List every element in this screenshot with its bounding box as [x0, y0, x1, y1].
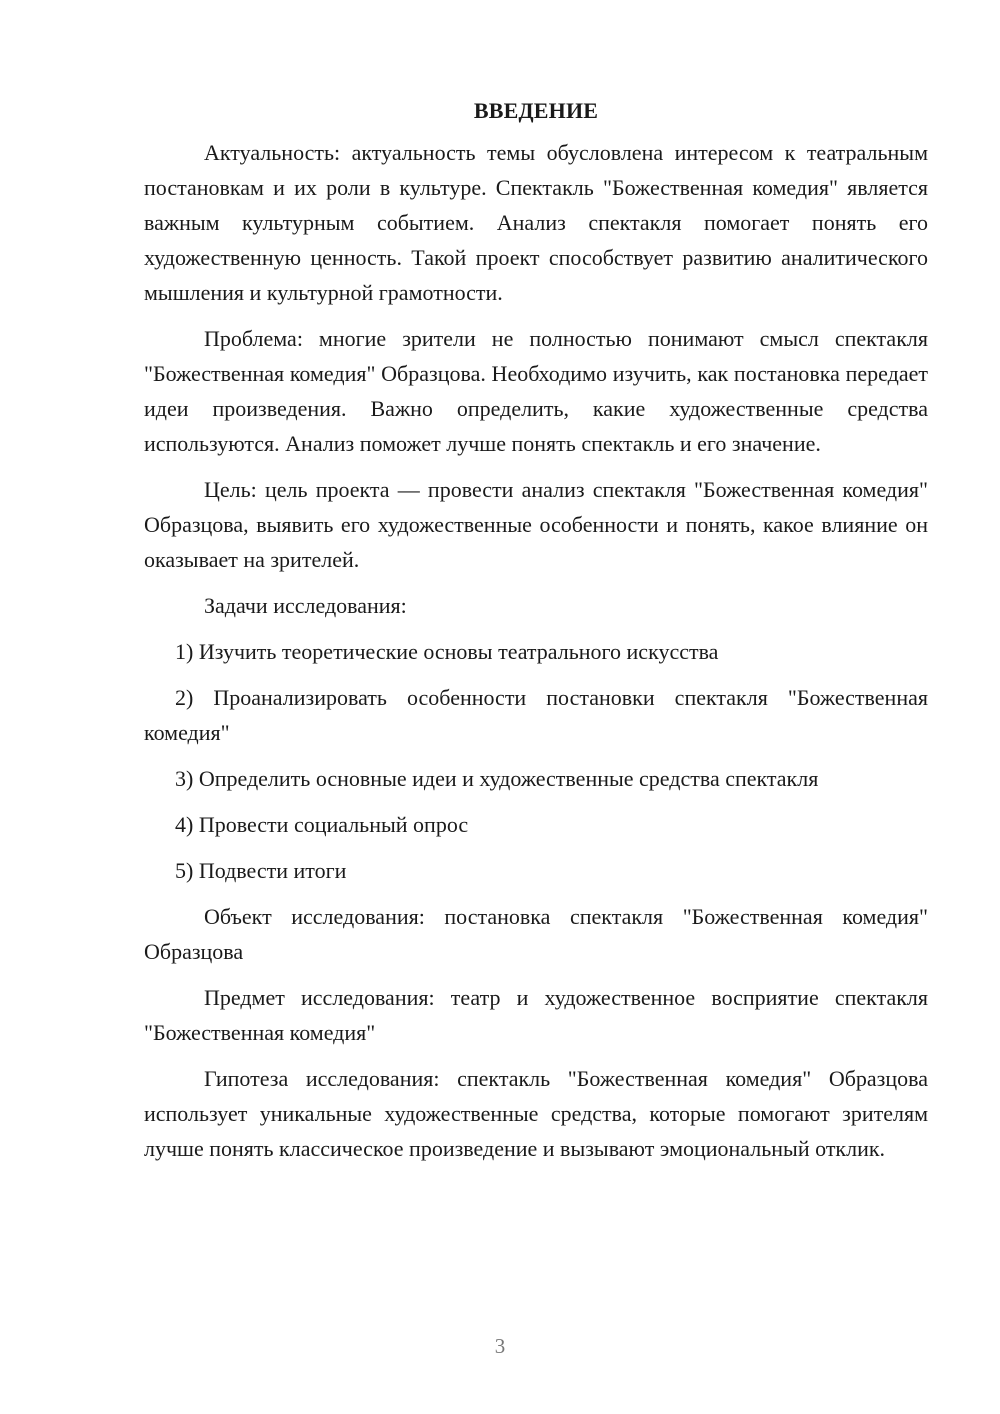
task-item-2: 2) Проанализировать особенности постановки спектакля "Божественная комедия"	[144, 685, 928, 745]
paragraph-problem: Проблема: многие зрители не полностью понимают смысл спектакля "Божественная комедия" Образцова. Необходимо изучить, как постановка передает идеи произведения. Важно определить, какие художественные средства используются. Анализ поможет лучше понять спектакль и его значение.	[144, 326, 928, 456]
task-item-4: 4) Провести социальный опрос	[175, 812, 469, 837]
tasks-heading: Задачи исследования:	[204, 593, 407, 618]
task-item-1: 1) Изучить теоретические основы театрального искусства	[175, 639, 719, 664]
paragraph-relevance: Актуальность: актуальность темы обусловлена интересом к театральным постановкам и их роли в культуре. Спектакль "Божественная комедия" является важным культурным событием. Анализ спектакля помогает понять его художественную ценность. Такой проект способствует развитию аналитического мышления и культурной грамотности.	[144, 140, 928, 305]
paragraph-subject: Предмет исследования: театр и художественное восприятие спектакля "Божественная комедия"	[144, 985, 928, 1045]
task-item-5: 5) Подвести итоги	[175, 858, 347, 883]
paragraph-object: Объект исследования: постановка спектакля "Божественная комедия" Образцова	[144, 904, 928, 964]
paragraph-hypothesis: Гипотеза исследования: спектакль "Божественная комедия" Образцова использует уникальные художественные средства, которые помогают зрителям лучше понять классическое произведение и вызывают эмоциональный отклик.	[144, 1066, 928, 1161]
task-item-3: 3) Определить основные идеи и художественные средства спектакля	[175, 766, 819, 791]
page-number: 3	[494, 1334, 506, 1358]
paragraph-goal: Цель: цель проекта — провести анализ спектакля "Божественная комедия" Образцова, выявить его художественные особенности и понять, какое влияние он оказывает на зрителей.	[144, 477, 928, 572]
page-body	[144, 96, 928, 1177]
page-title: ВВЕДЕНИЕ	[473, 98, 599, 123]
